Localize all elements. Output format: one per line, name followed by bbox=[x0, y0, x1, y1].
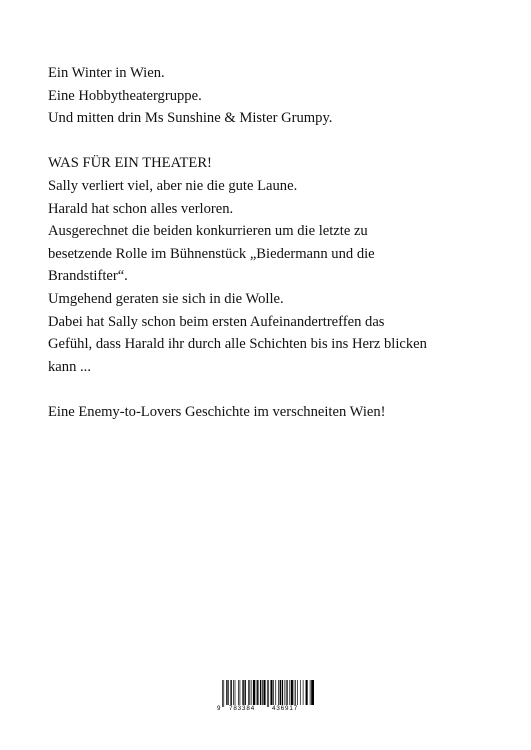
barcode-bar bbox=[235, 680, 236, 705]
barcode-bar bbox=[278, 680, 279, 705]
barcode-bar bbox=[240, 680, 241, 705]
barcode-bar bbox=[260, 680, 261, 705]
barcode-bar bbox=[244, 680, 245, 705]
blurb-line: Sally verliert viel, aber nie die gute Laune. bbox=[48, 177, 298, 194]
barcode-bar bbox=[238, 680, 239, 705]
barcode-bar bbox=[270, 680, 272, 705]
barcode-bar bbox=[297, 680, 298, 705]
isbn-barcode bbox=[217, 680, 314, 714]
barcode-left-group: 783384 bbox=[229, 705, 256, 712]
barcode-bar bbox=[248, 680, 249, 705]
barcode-bar bbox=[263, 680, 265, 705]
barcode-bar bbox=[256, 680, 257, 705]
barcode-bar bbox=[303, 680, 304, 705]
blurb-line: Harald hat schon alles verloren. bbox=[48, 200, 234, 217]
barcode-bar bbox=[289, 680, 290, 705]
barcode-bar bbox=[230, 680, 231, 705]
barcode-bar bbox=[268, 680, 269, 707]
barcode-bar bbox=[249, 680, 250, 705]
barcode-bar bbox=[242, 680, 243, 705]
barcode-bar bbox=[306, 680, 308, 705]
barcode-right-group: 436917 bbox=[272, 705, 299, 712]
blurb-line: Umgehend geraten sie sich in die Wolle. bbox=[48, 290, 284, 307]
barcode-bar bbox=[273, 680, 274, 705]
blurb-line: Und mitten drin Ms Sunshine & Mister Grumpy. bbox=[48, 110, 333, 127]
barcode-bar bbox=[285, 680, 286, 705]
barcode-bar bbox=[253, 680, 255, 705]
blurb-line: Dabei hat Sally schon beim ersten Aufeinandertreffen das bbox=[48, 313, 385, 330]
paragraph-gap bbox=[48, 130, 493, 153]
barcode-bar bbox=[280, 680, 281, 705]
barcode-bar bbox=[267, 680, 268, 707]
barcode-bar bbox=[300, 680, 301, 705]
barcode-bar bbox=[275, 680, 276, 705]
barcode-bars bbox=[222, 680, 314, 707]
barcode-bar bbox=[291, 680, 293, 705]
barcode-bar bbox=[294, 680, 295, 705]
blurb-line: kann ... bbox=[48, 358, 91, 375]
book-blurb bbox=[48, 62, 493, 424]
blurb-line: Eine Enemy-to-Lovers Geschichte im verschneiten Wien! bbox=[48, 403, 386, 420]
barcode-bar bbox=[222, 680, 223, 707]
barcode-lead-digit: 9 bbox=[217, 705, 221, 712]
barcode-bar bbox=[295, 680, 296, 705]
barcode-bar bbox=[262, 680, 263, 705]
barcode-bar bbox=[233, 680, 234, 705]
blurb-line: WAS FÜR EIN THEATER! bbox=[48, 155, 212, 172]
barcode-bar bbox=[226, 680, 227, 705]
blurb-line: Eine Hobbytheatergruppe. bbox=[48, 87, 202, 104]
blurb-line: Brandstifter“. bbox=[48, 268, 128, 285]
blurb-line: Ausgerechnet die beiden konkurrieren um die letzte zu bbox=[48, 223, 368, 240]
barcode-bar bbox=[228, 680, 229, 705]
barcode-bar bbox=[257, 680, 258, 705]
barcode-bar bbox=[282, 680, 283, 705]
blurb-line: Ein Winter in Wien. bbox=[48, 65, 165, 81]
barcode-bar bbox=[223, 680, 224, 707]
barcode-bar bbox=[310, 680, 311, 705]
barcode-bar bbox=[311, 680, 314, 705]
barcode-bar bbox=[286, 680, 287, 705]
blurb-line: Gefühl, dass Harald ihr durch alle Schichten bis ins Herz blicken bbox=[48, 336, 427, 353]
barcode-bar bbox=[251, 680, 252, 705]
paragraph-gap bbox=[48, 378, 493, 401]
blurb-line: besetzende Rolle im Bühnenstück „Biedermann und die bbox=[48, 245, 375, 262]
barcode-bar bbox=[287, 680, 288, 705]
